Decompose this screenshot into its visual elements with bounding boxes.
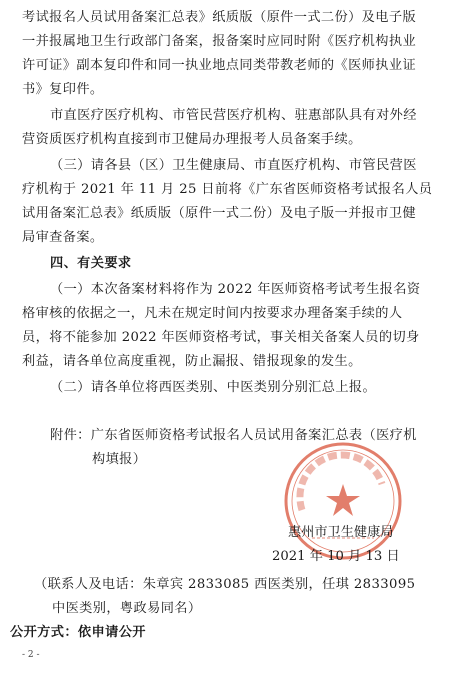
attachment-line: 附件：广东省医师资格考试报名人员试用备案汇总表（医疗机 (50, 428, 417, 443)
body-line: 营资质医疗机构直接到市卫健局办理报考人员备案手续。 (22, 132, 362, 147)
body-line: 书》复印件。 (22, 82, 104, 97)
disclosure-method: 公开方式：依申请公开 (10, 625, 146, 640)
issue-date: 2021 年 10 月 13 日 (272, 549, 400, 564)
body-line: 市直医疗医疗机构、市管民营医疗机构、驻惠部队具有对外经 (50, 108, 417, 123)
contact-line: 中医类别，粤政易同名） (52, 601, 202, 616)
body-line: 许可证》副本复印件和同一执业地点同类带教老师的《医师执业证 (22, 58, 417, 73)
official-seal-icon (282, 440, 404, 562)
body-line: 局审查备案。 (22, 230, 104, 245)
body-line: 一并报属地卫生行政部门备案，报备案时应同时附《医疗机构执业 (22, 34, 417, 49)
body-line: 格审核的依据之一，凡未在规定时间内按要求办理备案手续的人 (22, 306, 403, 321)
body-line: 疗机构于 2021 年 11 月 25 日前将《广东省医师资格考试报名人员 (22, 182, 433, 197)
body-line: 考试报名人员试用备案汇总表》纸质版（原件一式二份）及电子版 (22, 10, 417, 25)
body-line: （一）本次备案材料将作为 2022 年医师资格考试考生报名资 (50, 282, 421, 297)
page-number: - 2 - (22, 650, 40, 660)
attachment-line: 构填报） (92, 452, 147, 467)
body-line: 员，将不能参加 2022 年医师资格考试，事关相关备案人员的切身 (22, 330, 420, 345)
body-line: 利益，请各单位高度重视，防止漏报、错报现象的发生。 (22, 354, 362, 369)
issuer-name: 惠州市卫生健康局 (288, 525, 394, 540)
contact-line: （联系人及电话：朱章宾 2833085 西医类别，任琪 2833095 (34, 577, 416, 592)
body-line: （二）请各单位将西医类别、中医类别分别汇总上报。 (50, 380, 377, 395)
body-line: 试用备案汇总表》纸质版（原件一式二份）及电子版一并报市卫健 (22, 206, 417, 221)
body-line: （三）请各县（区）卫生健康局、市直医疗机构、市管民营医 (50, 158, 417, 173)
section-heading: 四、有关要求 (50, 256, 132, 271)
